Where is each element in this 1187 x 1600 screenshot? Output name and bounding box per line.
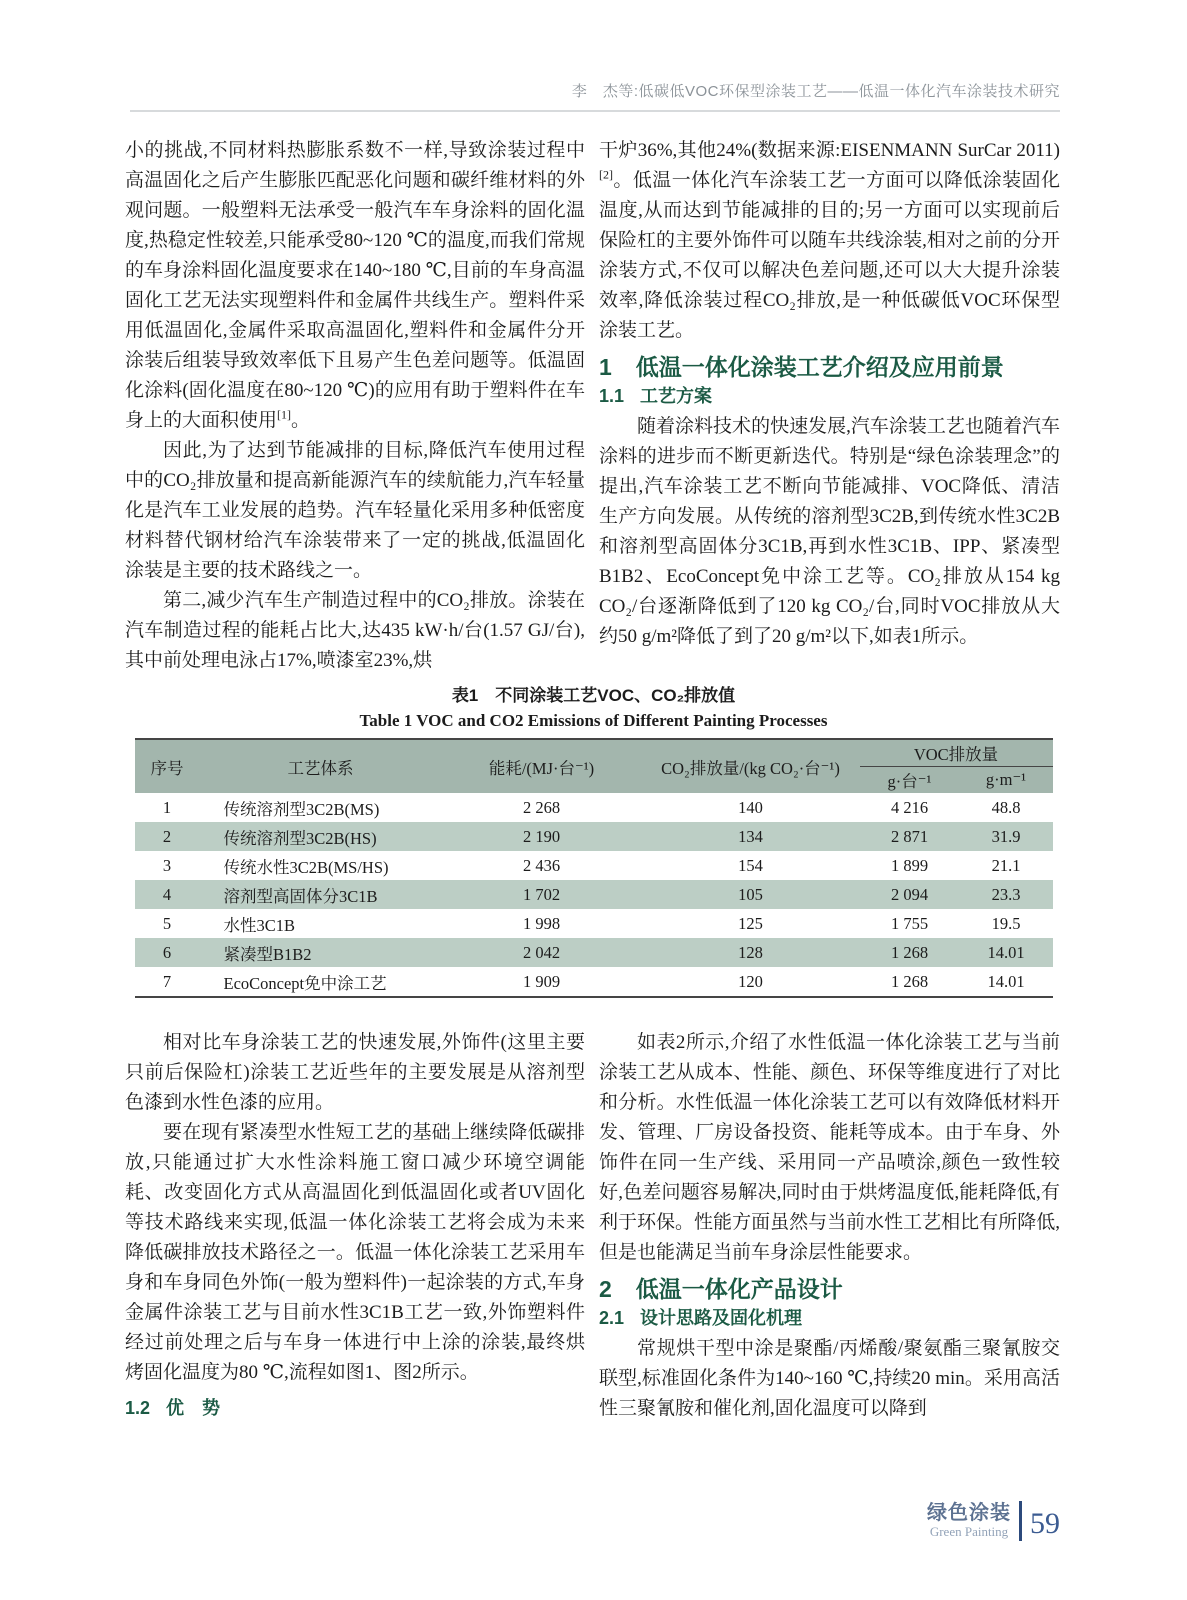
table-row bbox=[135, 880, 1053, 909]
paragraph-process-evolution: 随着涂料技术的快速发展,汽车涂装工艺也随着汽车涂料的进步而不断更新迭代。特别是“绿色涂装理念”的提出,汽车涂装工艺不断向节能减排、VOC降低、清洁生产方向发展。从传统的溶剂型3C2B,到传统水性3C2B和溶剂型高固体分3C1B,再到水性3C1B、IPP、紧凑型B1B2、EcoConcept免中涂工艺等。CO₂排放从154 kg CO₂/台逐渐降低到了120 kg CO₂/台,同时VOC排放从大约50 g/m²降低了到了20 g/m²以下,如表1所示。 bbox=[599, 416, 1060, 647]
table-caption-cn: 表1 不同涂装工艺VOC、CO₂排放值 bbox=[451, 686, 736, 705]
table-cell: 紧凑型B1B2 bbox=[200, 938, 442, 967]
subsection-title: 优 势 bbox=[166, 1398, 221, 1418]
table-cell: 2 bbox=[135, 822, 200, 851]
paragraph-lightweighting: 因此,为了达到节能减排的目标,降低汽车使用过程中的CO₂排放量和提高新能源汽车的续航能力,汽车轻量化是汽车工业发展的趋势。汽车轻量化采用多种低密度材料替代钢材给汽车涂装带来了一定的挑战,低温固化涂装是主要的技术路线之一。 bbox=[125, 440, 585, 581]
table-cell: 4 216 bbox=[890, 797, 929, 817]
paragraph-comparison-analysis: 如表2所示,介绍了水性低温一体化涂装工艺与当前涂装工艺从成本、性能、颜色、环保等维度进行了对比和分析。水性低温一体化涂装工艺可以有效降低材料开发、管理、厂房设备投资、能耗等成本。由于车身、外饰件在同一生产线、采用同一产品喷涂,颜色一致性较好,色差问题容易解决,同时由于烘烤温度低,能耗降低,有利于环保。性能方面虽然与当前水性工艺相比有所降低,但是也能满足当前车身涂层性能要求。 bbox=[599, 1032, 1060, 1263]
paragraph-text: 。低温一体化汽车涂装工艺一方面可以降低涂装固化温度,从而达到节能减排的目的;另一方面可以实现前后保险杠的主要外饰件可以随车共线涂装,相对之前的分开涂装方式,不仅可以解决色差问题,还可以大大提升涂装效率,降低涂装过程CO₂排放,是一种低碳低VOC环保型涂装工艺。 bbox=[599, 170, 1060, 341]
top-section bbox=[125, 136, 1060, 676]
section-title: 低温一体化涂装工艺介绍及应用前景 bbox=[635, 354, 1004, 380]
paragraph-exterior-parts: 相对比车身涂装工艺的快速发展,外饰件(这里主要只前后保险杠)涂装工艺近些年的主要发展是从溶剂型色漆到水性色漆的应用。 bbox=[125, 1032, 585, 1113]
paragraph-text: 。 bbox=[291, 410, 311, 431]
table-cell: 6 bbox=[135, 938, 200, 967]
citation-ref-2: [2] bbox=[599, 167, 613, 182]
subsection-heading-1-2 bbox=[125, 1396, 585, 1420]
section-number: 2 bbox=[599, 1276, 612, 1302]
table-cell: 1 702 bbox=[442, 880, 642, 909]
table-cell: 4 bbox=[135, 880, 200, 909]
table-cell: 23.3 bbox=[960, 880, 1053, 909]
table-row bbox=[135, 822, 1053, 851]
table-cell: 2 190 bbox=[442, 822, 642, 851]
table-cell: 7 bbox=[162, 971, 172, 991]
right-column-bottom bbox=[599, 1028, 1060, 1424]
table-cell: 传统溶剂型3C2B(HS) bbox=[200, 822, 442, 851]
table-cell: 1 bbox=[162, 797, 172, 817]
subsection-heading-1-1 bbox=[599, 384, 1060, 408]
table-cell: 140 bbox=[738, 797, 763, 817]
paragraph-text: 干炉36%,其他24%(数据来源:EISENMANN SurCar 2011) bbox=[599, 140, 1060, 161]
section-heading-2 bbox=[599, 1276, 1060, 1302]
table-cell: 120 bbox=[738, 971, 763, 991]
table-cell: 2 871 bbox=[860, 822, 960, 851]
table-cell: 154 bbox=[738, 855, 763, 875]
table-cell: 1 268 bbox=[860, 938, 960, 967]
subsection-title: 工艺方案 bbox=[640, 386, 713, 406]
table-row bbox=[135, 938, 1053, 967]
running-title: 李 杰等:低碳低VOC环保型涂装工艺——低温一体化汽车涂装技术研究 bbox=[571, 83, 1060, 100]
col-header-voc-per-m2: g·m⁻¹ bbox=[960, 767, 1053, 794]
table-cell: 48.8 bbox=[991, 797, 1021, 817]
subsection-number: 1.1 bbox=[599, 386, 625, 406]
table-cell: 水性3C1B bbox=[223, 915, 296, 935]
table-cell: 1 755 bbox=[890, 913, 929, 933]
table-caption-en: Table 1 VOC and CO2 Emissions of Different Painting Processes bbox=[359, 711, 828, 730]
col-header-voc-group: VOC排放量 bbox=[860, 739, 1053, 767]
table-cell: 31.9 bbox=[960, 822, 1053, 851]
subsection-heading-2-1 bbox=[599, 1306, 1060, 1330]
col-header-process: 工艺体系 bbox=[200, 739, 442, 793]
emissions-table bbox=[135, 738, 1053, 998]
table-cell: 2 042 bbox=[442, 938, 642, 967]
table-cell: 2 268 bbox=[522, 797, 561, 817]
table-cell: 1 268 bbox=[890, 971, 929, 991]
table-cell: 传统溶剂型3C2B(MS) bbox=[223, 799, 380, 819]
col-header-voc-per-unit: g·台⁻¹ bbox=[860, 767, 960, 794]
journal-name-cn: 绿色涂装 bbox=[927, 1502, 1011, 1524]
table-cell: 19.5 bbox=[991, 913, 1021, 933]
section-title: 低温一体化产品设计 bbox=[635, 1276, 843, 1302]
table1-block bbox=[0, 684, 1187, 998]
table-cell: 1 998 bbox=[522, 913, 561, 933]
paragraph-curing-mechanism: 常规烘干型中涂是聚酯/丙烯酸/聚氨酯三聚氰胺交联型,标准固化条件为140~160 ℃,持续20 min。采用高活性三聚氰胺和催化剂,固化温度可以降到 bbox=[599, 1338, 1060, 1419]
subsection-number: 2.1 bbox=[599, 1308, 625, 1328]
table-row bbox=[135, 909, 1053, 938]
table-header bbox=[135, 739, 1053, 793]
table-row bbox=[135, 967, 1053, 997]
table-cell: 传统水性3C2B(MS/HS) bbox=[223, 857, 389, 877]
subsection-title: 设计思路及固化机理 bbox=[640, 1308, 803, 1328]
paragraph-intro-continuation bbox=[125, 136, 585, 436]
table-cell: 2 436 bbox=[522, 855, 561, 875]
journal-name-en: Green Painting bbox=[929, 1524, 1009, 1539]
citation-ref-1: [1] bbox=[277, 407, 292, 422]
subsection-number: 1.2 bbox=[125, 1398, 151, 1418]
table-cell: 1 899 bbox=[890, 855, 929, 875]
page-header bbox=[130, 0, 1060, 112]
paragraph-energy-breakdown bbox=[599, 136, 1060, 346]
col-header-energy: 能耗/(MJ·台⁻¹) bbox=[442, 739, 642, 793]
table-cell: 3 bbox=[162, 855, 172, 875]
table-cell: 1 909 bbox=[522, 971, 561, 991]
table-row bbox=[135, 851, 1053, 880]
table-cell: 105 bbox=[642, 880, 860, 909]
table-cell: 2 094 bbox=[860, 880, 960, 909]
left-column-top bbox=[125, 136, 585, 676]
table-cell: 14.01 bbox=[987, 971, 1025, 991]
section-number: 1 bbox=[599, 354, 612, 380]
footer-divider bbox=[1019, 1501, 1022, 1541]
col-header-index: 序号 bbox=[135, 739, 200, 793]
col-header-co2: CO₂排放量/(kg CO₂·台⁻¹) bbox=[642, 739, 860, 793]
table-cell: 134 bbox=[642, 822, 860, 851]
table-cell: 21.1 bbox=[991, 855, 1021, 875]
page-footer bbox=[927, 1498, 1060, 1544]
paragraph-low-temp-process: 要在现有紧凑型水性短工艺的基础上继续降低碳排放,只能通过扩大水性涂料施工窗口减少环境空调能耗、改变固化方式从高温固化到低温固化或者UV固化等技术路线来实现,低温一体化涂装工艺将会成为未来降低碳排放技术路径之一。低温一体化涂装工艺采用车身和车身同色外饰(一般为塑料件)一起涂装的方式,车身金属件涂装工艺与目前水性3C1B工艺一致,外饰塑料件经过前处理之后与车身一体进行中上涂的涂装,最终烘烤固化温度为80 ℃,流程如图1、图2所示。 bbox=[125, 1122, 585, 1383]
table-cell: 14.01 bbox=[960, 938, 1053, 967]
table-cell: 5 bbox=[162, 913, 172, 933]
left-column-bottom bbox=[125, 1028, 585, 1424]
table-cell: 溶剂型高固体分3C1B bbox=[200, 880, 442, 909]
table-cell: 125 bbox=[738, 913, 763, 933]
right-column-top bbox=[599, 136, 1060, 676]
section-heading-1 bbox=[599, 354, 1060, 380]
table-body bbox=[135, 793, 1053, 997]
paragraph-text: 小的挑战,不同材料热膨胀系数不一样,导致涂装过程中高温固化之后产生膨胀匹配恶化问题和碳纤维材料的外观问题。一般塑料无法承受一般汽车车身涂料的固化温度,热稳定性较差,只能承受80~120 ℃的温度,而我们常规的车身涂料固化温度要求在140~180 ℃,目前的车身高温固化工艺无法实现塑料件和金属件共线生产。塑料件采用低温固化,金属件采取高温固化,塑料件和金属件分开涂装后组装导致效率低下且易产生色差问题等。低温固化涂料(固化温度在80~120 ℃)的应用有助于塑料件在车身上的大面积使用 bbox=[125, 140, 585, 431]
paragraph-manufacturing-co2: 第二,减少汽车生产制造过程中的CO₂排放。涂装在汽车制造过程的能耗占比大,达435 kW·h/台(1.57 GJ/台),其中前处理电泳占17%,喷漆室23%,烘 bbox=[125, 590, 585, 671]
table-cell: 128 bbox=[642, 938, 860, 967]
table-cell: EcoConcept免中涂工艺 bbox=[223, 973, 387, 993]
bottom-section bbox=[125, 1028, 1060, 1424]
journal-name bbox=[927, 1502, 1019, 1540]
page-number: 59 bbox=[1030, 1507, 1060, 1540]
table-row bbox=[135, 793, 1053, 822]
